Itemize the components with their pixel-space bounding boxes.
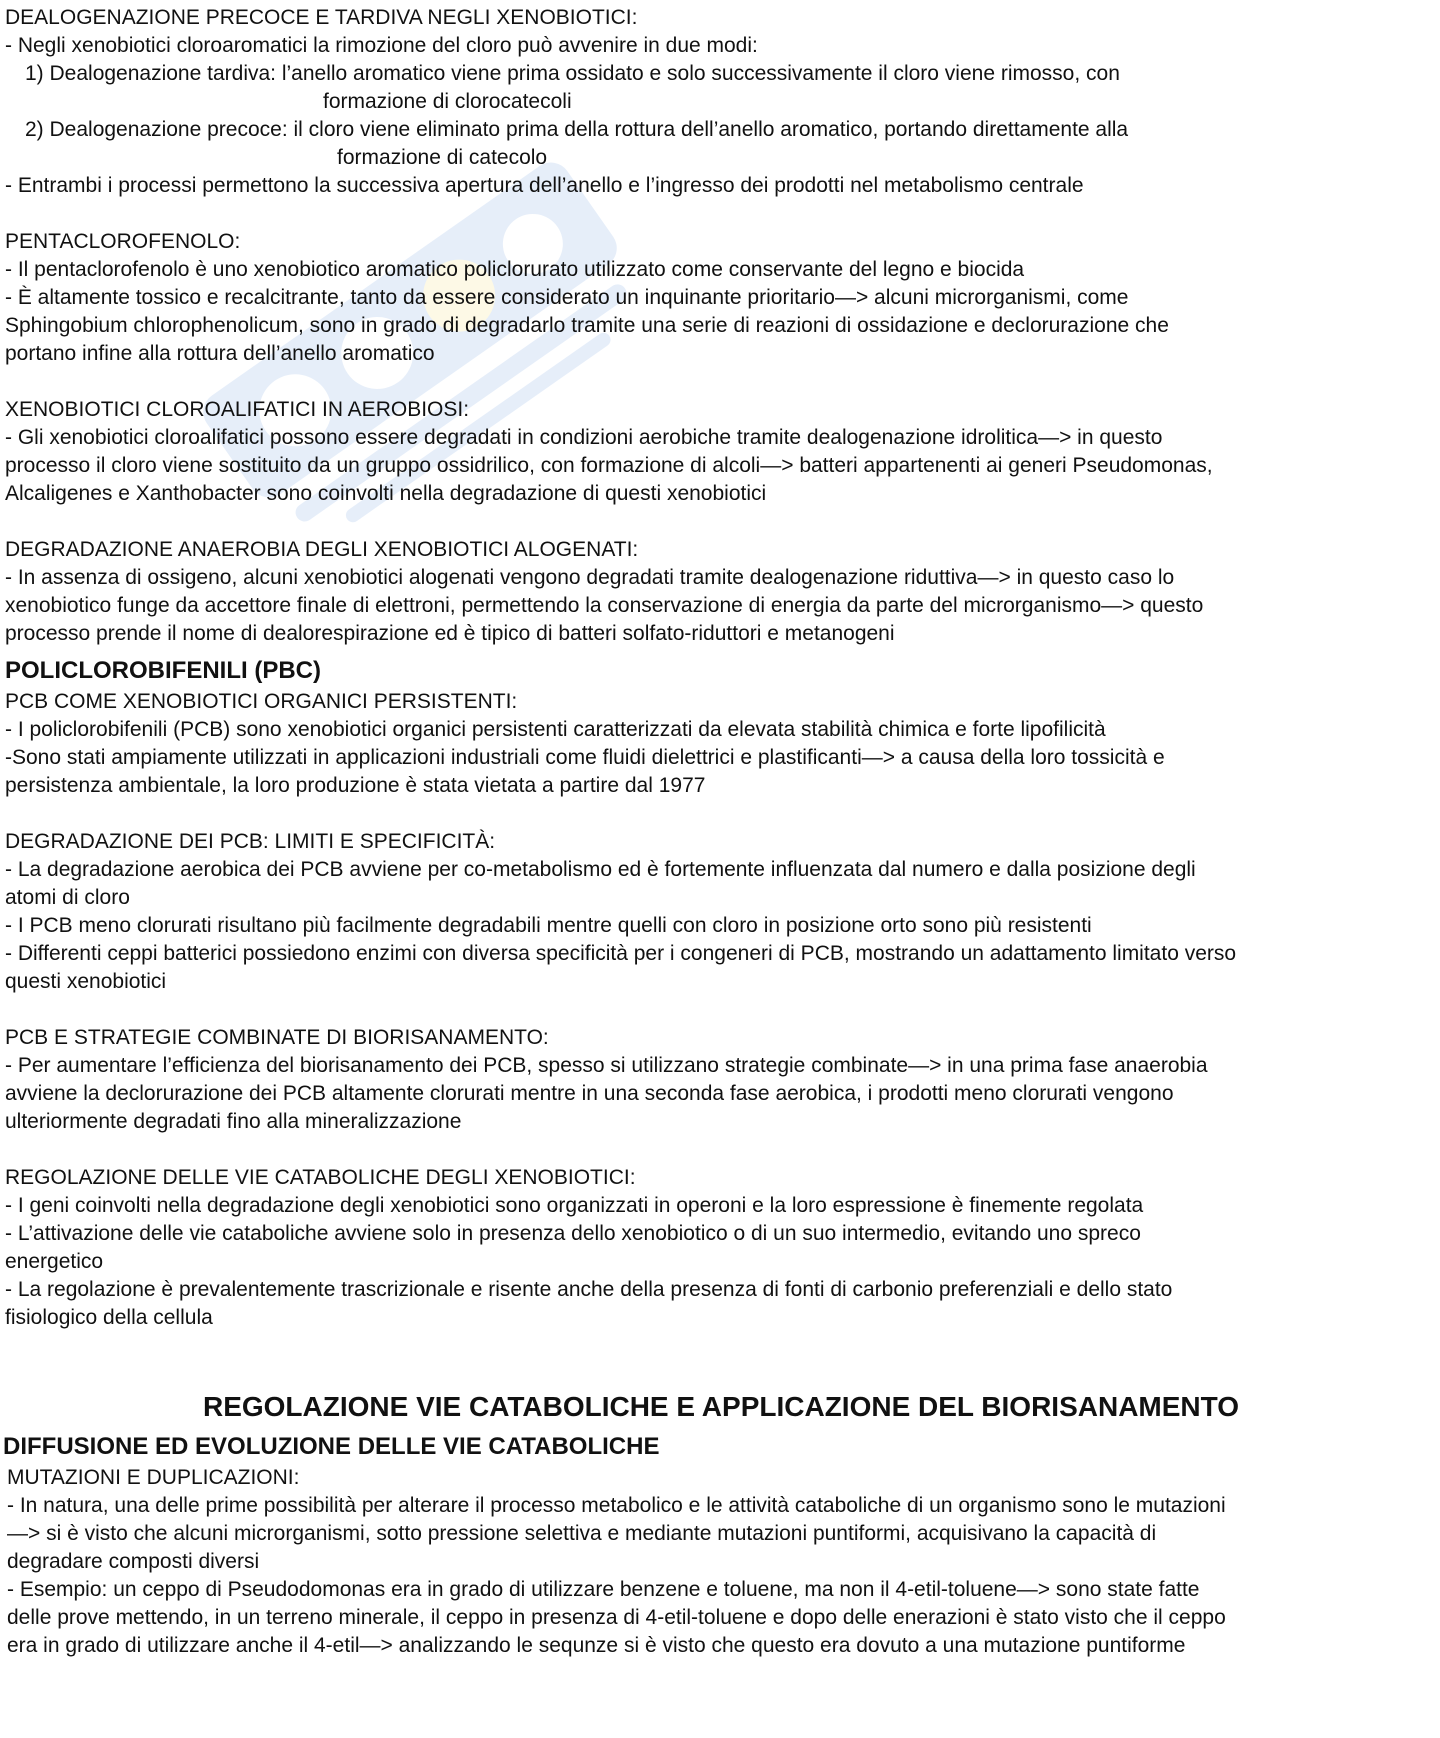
paragraph-line: processo il cloro viene sostituito da un gruppo ossidrilico, con formazione di alcoli—> batteri appartenenti ai generi Pseudomonas, bbox=[5, 454, 1213, 477]
paragraph-line: - È altamente tossico e recalcitrante, tanto da essere considerato un inquinante prioritario—> alcuni microrganismi, come bbox=[5, 286, 1129, 309]
paragraph-line: era in grado di utilizzare anche il 4-etil—> analizzando le sequnze si è visto che questo era dovuto a una mutazione puntiforme bbox=[7, 1634, 1186, 1657]
paragraph-line: Alcaligenes e Xanthobacter sono coinvolti nella degradazione di questi xenobiotici bbox=[5, 482, 767, 505]
section-heading: REGOLAZIONE DELLE VIE CATABOLICHE DEGLI XENOBIOTICI: bbox=[5, 1166, 636, 1189]
paragraph-line: - I policlorobifenili (PCB) sono xenobiotici organici persistenti caratterizzati da elevata stabilità chimica e forte lipofilicità bbox=[5, 718, 1106, 741]
paragraph-line: - La regolazione è prevalentemente trascrizionale e risente anche della presenza di fonti di carbonio preferenziali e dello stato bbox=[5, 1278, 1173, 1301]
paragraph-line: persistenza ambientale, la loro produzione è stata vietata a partire dal 1977 bbox=[5, 774, 706, 797]
list-item-continuation: formazione di catecolo bbox=[337, 146, 548, 169]
paragraph-line: - Negli xenobiotici cloroaromatici la rimozione del cloro può avvenire in due modi: bbox=[5, 34, 758, 57]
paragraph-line: energetico bbox=[5, 1250, 104, 1273]
section-pcb-strategie bbox=[5, 1024, 1437, 1136]
paragraph-line: delle prove mettendo, in un terreno minerale, il ceppo in presenza di 4-etil-toluene e dopo delle enerazioni è stato visto che il ceppo bbox=[7, 1606, 1226, 1629]
paragraph-line: fisiologico della cellula bbox=[5, 1306, 213, 1329]
chapter-title: REGOLAZIONE VIE CATABOLICHE E APPLICAZIONE DEL BIORISANAMENTO bbox=[202, 1391, 1240, 1422]
section-heading: PENTACLOROFENOLO: bbox=[5, 230, 241, 253]
paragraph-line: - In natura, una delle prime possibilità per alterare il processo metabolico e le attività cataboliche di un organismo sono le mutazioni bbox=[7, 1494, 1226, 1517]
paragraph-line: degradare composti diversi bbox=[7, 1550, 260, 1573]
section-pcb-degradazione bbox=[5, 828, 1437, 996]
section-degradazione-anaerobia bbox=[5, 536, 1437, 648]
paragraph-line: xenobiotico funge da accettore finale di elettroni, permettendo la conservazione di energia da parte del microrganismo—> questo bbox=[5, 594, 1204, 617]
section-regolazione bbox=[5, 1164, 1437, 1332]
paragraph-line: - I PCB meno clorurati risultano più facilmente degradabili mentre quelli con cloro in posizione orto sono più resistenti bbox=[5, 914, 1092, 937]
paragraph-line: portano infine alla rottura dell’anello aromatico bbox=[5, 342, 435, 365]
list-item-continuation: formazione di clorocatecoli bbox=[323, 90, 572, 113]
section-heading: DEGRADAZIONE ANAEROBIA DEGLI XENOBIOTICI ALOGENATI: bbox=[5, 538, 639, 561]
paragraph-line: - Per aumentare l’efficienza del biorisanamento dei PCB, spesso si utilizzano strategie combinate—> in una prima fase anaerobia bbox=[5, 1054, 1208, 1077]
paragraph-line: questi xenobiotici bbox=[5, 970, 167, 993]
paragraph-line: atomi di cloro bbox=[5, 886, 130, 909]
section-dealogenazione bbox=[5, 4, 1437, 200]
section-mutazioni bbox=[5, 1464, 1437, 1660]
section-heading: XENOBIOTICI CLOROALIFATICI IN AEROBIOSI: bbox=[5, 398, 470, 421]
section-heading: DEALOGENAZIONE PRECOCE E TARDIVA NEGLI XENOBIOTICI: bbox=[5, 6, 638, 29]
section-pcb-persistenti bbox=[5, 688, 1437, 800]
paragraph-line: - I geni coinvolti nella degradazione degli xenobiotici sono organizzati in operoni e la loro espressione è finemente regolata bbox=[5, 1194, 1144, 1217]
paragraph-line: Sphingobium chlorophenolicum, sono in grado di degradarlo tramite una serie di reazioni di ossidazione e declorurazione che bbox=[5, 314, 1169, 337]
document-body bbox=[5, 4, 1437, 1660]
paragraph-line: —> si è visto che alcuni microrganismi, sotto pressione selettiva e mediante mutazioni puntiformi, acquisivano la capacità di bbox=[7, 1522, 1157, 1545]
list-item-late: 1) Dealogenazione tardiva: l’anello aromatico viene prima ossidato e solo successivamente il cloro viene rimosso, con bbox=[25, 62, 1120, 85]
paragraph-line: ulteriormente degradati fino alla mineralizzazione bbox=[5, 1110, 462, 1133]
chapter-subtitle-pcb: POLICLOROBIFENILI (PBC) bbox=[5, 657, 321, 684]
section-heading: MUTAZIONI E DUPLICAZIONI: bbox=[7, 1466, 300, 1489]
chapter-subtitle-diffusione: DIFFUSIONE ED EVOLUZIONE DELLE VIE CATABOLICHE bbox=[3, 1433, 660, 1460]
paragraph-line: processo prende il nome di dealorespirazione ed è tipico di batteri solfato-riduttori e metanogeni bbox=[5, 622, 895, 645]
paragraph-line: -Sono stati ampiamente utilizzati in applicazioni industriali come fluidi dielettrici e plastificanti—> a causa della loro tossicità e bbox=[5, 746, 1165, 769]
paragraph-line: - Entrambi i processi permettono la successiva apertura dell’anello e l’ingresso dei prodotti nel metabolismo centrale bbox=[5, 174, 1084, 197]
section-cloroalifatici-aerobiosi bbox=[5, 396, 1437, 508]
list-item-early: 2) Dealogenazione precoce: il cloro viene eliminato prima della rottura dell’anello aromatico, portando direttamente alla bbox=[25, 118, 1129, 141]
section-heading: DEGRADAZIONE DEI PCB: LIMITI E SPECIFICITÀ: bbox=[5, 830, 496, 853]
paragraph-line: - Esempio: un ceppo di Pseudodomonas era in grado di utilizzare benzene e toluene, ma non il 4-etil-toluene—> sono state fatte bbox=[7, 1578, 1200, 1601]
paragraph-line: - L’attivazione delle vie cataboliche avviene solo in presenza dello xenobiotico o di un suo intermedio, evitando uno spreco bbox=[5, 1222, 1141, 1245]
paragraph-line: - La degradazione aerobica dei PCB avviene per co-metabolismo ed è fortemente influenzata dal numero e dalla posizione degli bbox=[5, 858, 1196, 881]
paragraph-line: - In assenza di ossigeno, alcuni xenobiotici alogenati vengono degradati tramite dealogenazione riduttiva—> in questo caso lo bbox=[5, 566, 1175, 589]
paragraph-line: - Il pentaclorofenolo è uno xenobiotico aromatico policlorurato utilizzato come conservante del legno e biocida bbox=[5, 258, 1025, 281]
section-pentaclorofenolo bbox=[5, 228, 1437, 368]
paragraph-line: - Gli xenobiotici cloroalifatici possono essere degradati in condizioni aerobiche tramite dealogenazione idrolitica—> in questo bbox=[5, 426, 1163, 449]
paragraph-line: - Differenti ceppi batterici possiedono enzimi con diversa specificità per i congeneri di PCB, mostrando un adattamento limitato verso bbox=[5, 942, 1237, 965]
section-heading: PCB E STRATEGIE COMBINATE DI BIORISANAMENTO: bbox=[5, 1026, 549, 1049]
paragraph-line: avviene la declorurazione dei PCB altamente clorurati mentre in una seconda fase aerobica, i prodotti meno clorurati vengono bbox=[5, 1082, 1174, 1105]
section-heading: PCB COME XENOBIOTICI ORGANICI PERSISTENTI: bbox=[5, 690, 518, 713]
